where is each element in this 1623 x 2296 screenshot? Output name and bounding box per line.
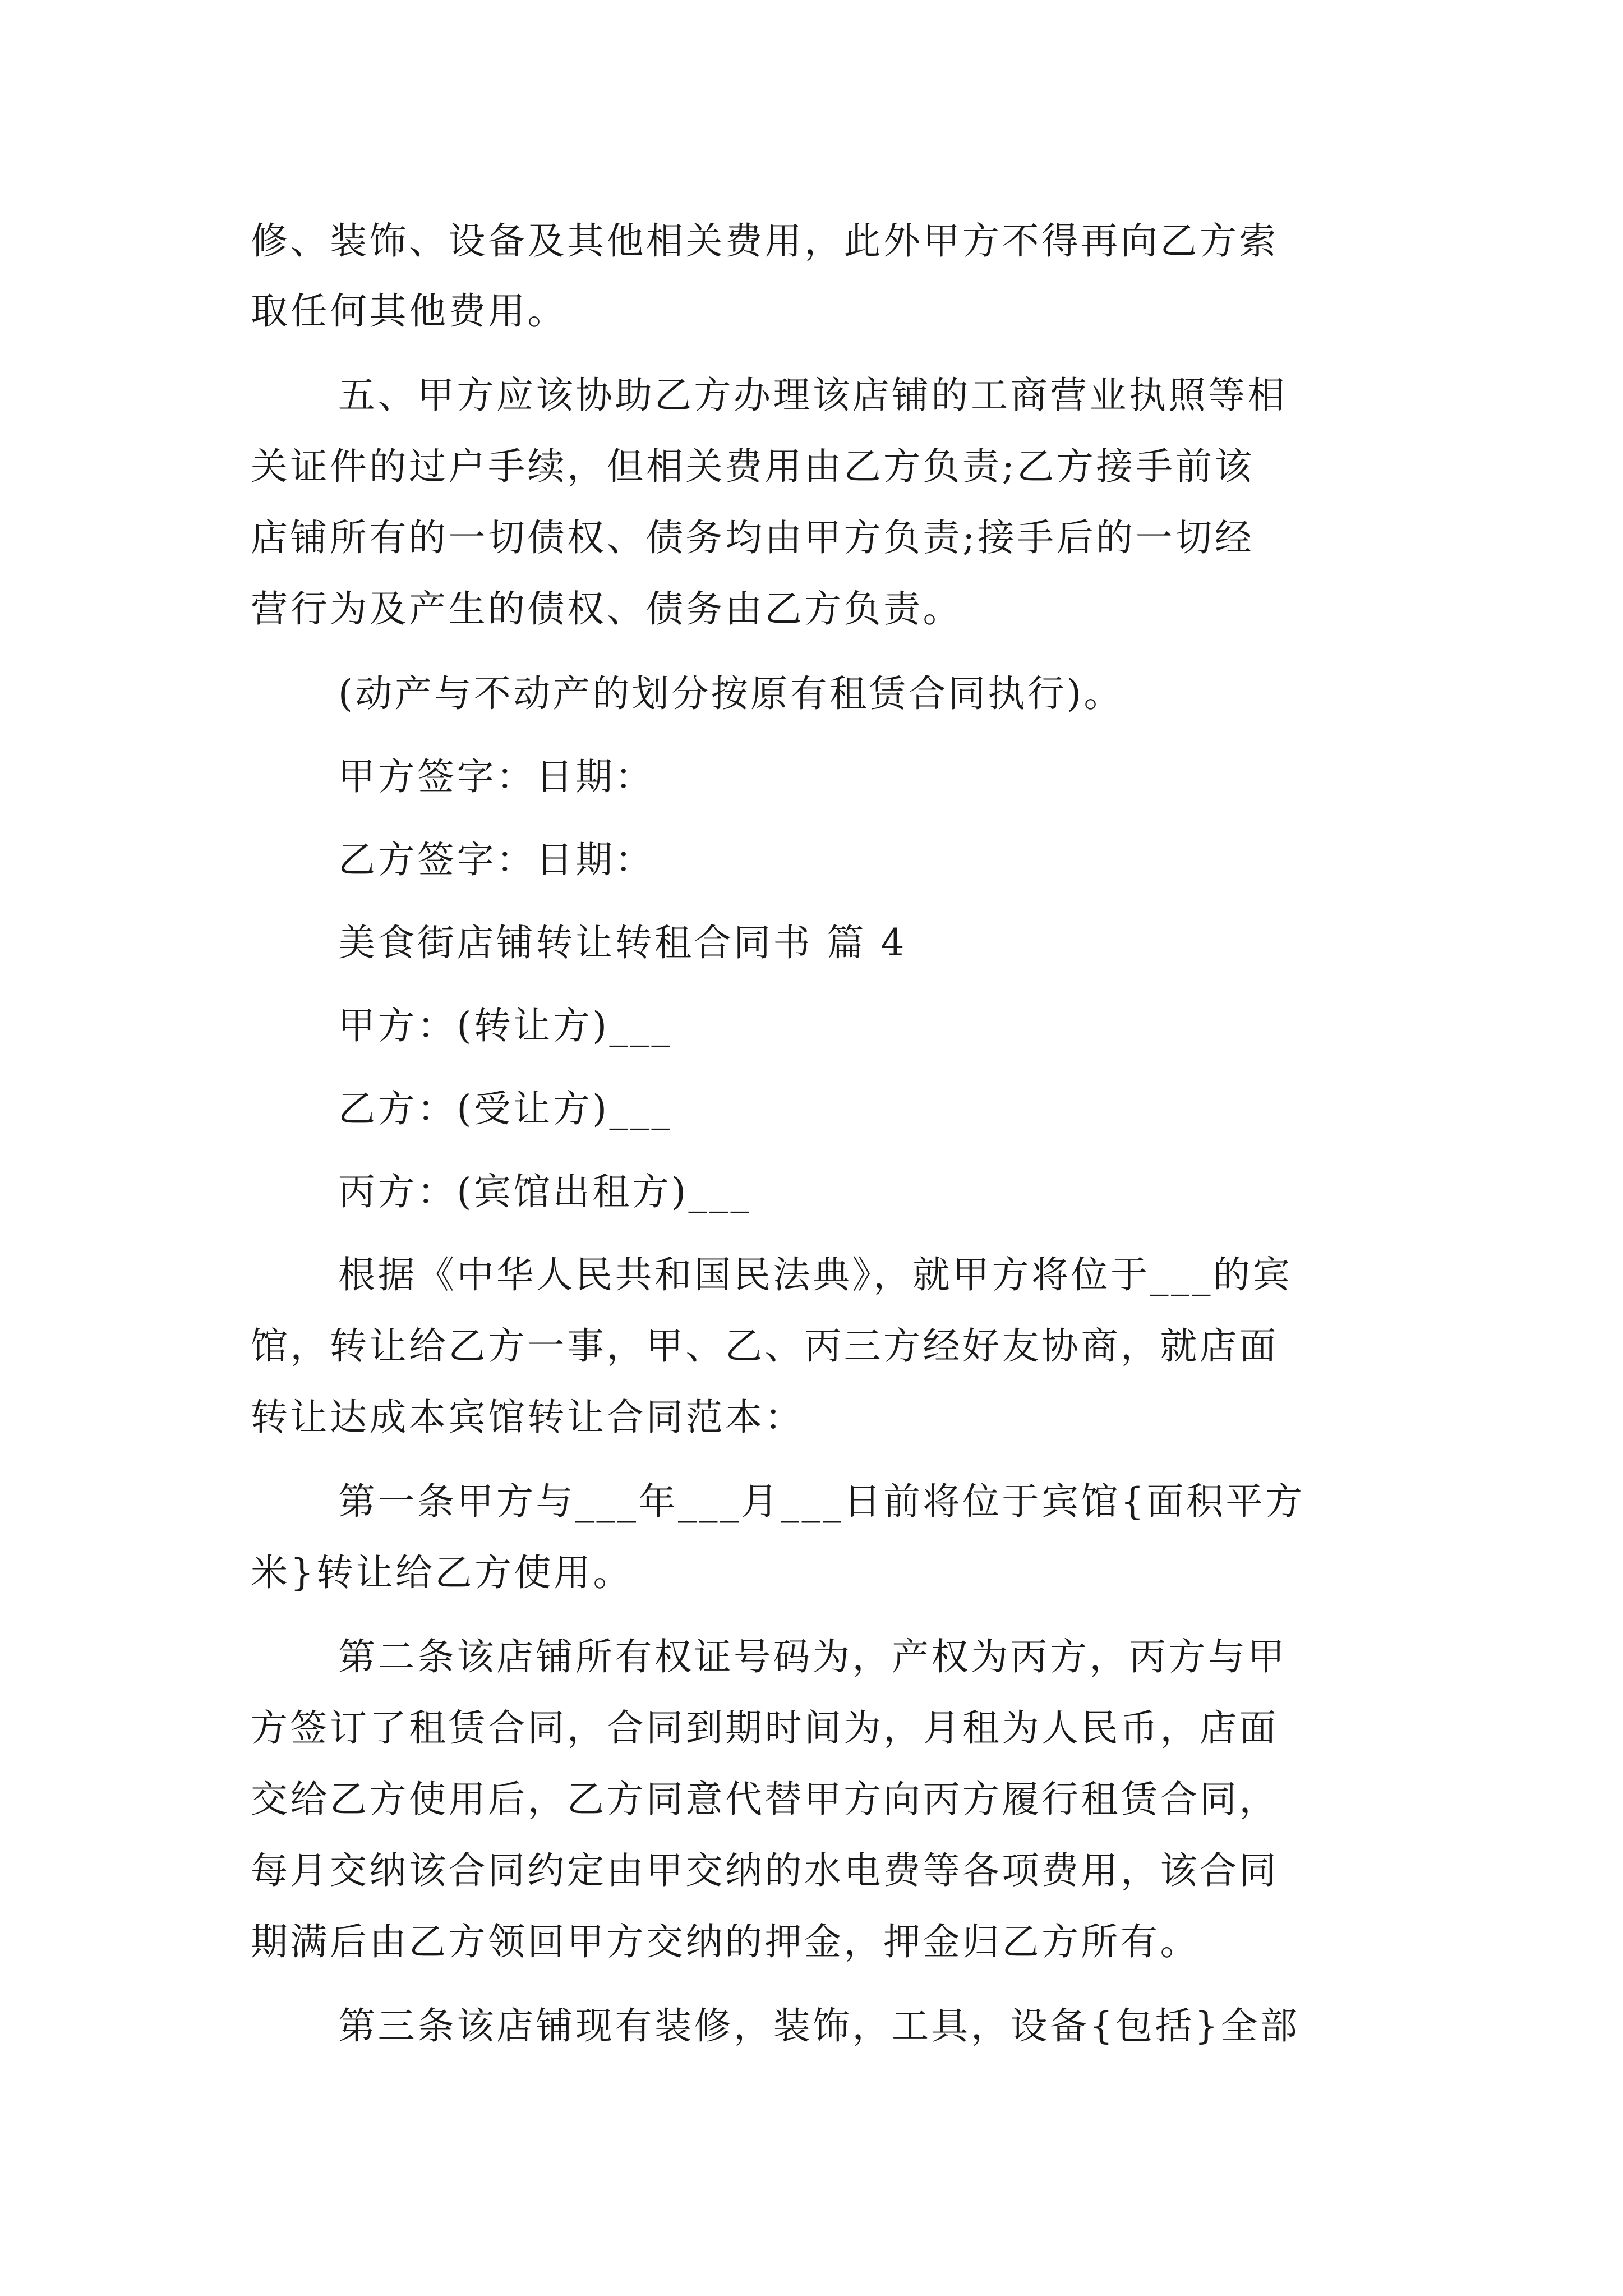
- paragraph-start: (动产与不动产的划分按原有租赁合同执行)。: [338, 672, 1123, 715]
- section-title: 美食街店铺转让转租合同书 篇 4: [338, 921, 907, 964]
- text-line: 营行为及产生的债权、债务由乙方负责。: [251, 587, 962, 631]
- signature-party-b: 乙方签字：日期：: [338, 838, 654, 881]
- text-line: 取任何其他费用。: [251, 289, 567, 333]
- article-3: 第三条该店铺现有装修，装饰，工具，设备{包括}全部: [338, 2004, 1300, 2047]
- party-a-line: 甲方：(转让方)___: [338, 1004, 672, 1047]
- signature-party-a: 甲方签字：日期：: [338, 755, 654, 798]
- paragraph-start: 根据《中华人民共和国民法典》，就甲方将位于___的宾: [338, 1253, 1292, 1296]
- text-line: 馆，转让给乙方一事，甲、乙、丙三方经好友协商，就店面: [251, 1324, 1279, 1368]
- paragraph-start: 五、甲方应该协助乙方办理该店铺的工商营业执照等相: [338, 374, 1287, 417]
- text-line: 期满后由乙方领回甲方交纳的押金，押金归乙方所有。: [251, 1920, 1200, 1963]
- text-line: 修、装饰、设备及其他相关费用，此外甲方不得再向乙方索: [251, 219, 1279, 263]
- text-line: 每月交纳该合同约定由甲交纳的水电费等各项费用，该合同: [251, 1849, 1279, 1892]
- text-line: 方签订了租赁合同，合同到期时间为，月租为人民币，店面: [251, 1706, 1279, 1750]
- text-line: 米}转让给乙方使用。: [251, 1551, 633, 1594]
- text-line: 关证件的过户手续，但相关费用由乙方负责;乙方接手前该: [251, 445, 1255, 488]
- article-1: 第一条甲方与___年___月___日前将位于宾馆{面积平方: [338, 1480, 1305, 1523]
- text-line: 交给乙方使用后，乙方同意代替甲方向丙方履行租赁合同，: [251, 1778, 1279, 1821]
- text-line: 转让达成本宾馆转让合同范本：: [251, 1396, 804, 1439]
- party-c-line: 丙方：(宾馆出租方)___: [338, 1170, 751, 1213]
- article-2: 第二条该店铺所有权证号码为，产权为丙方，丙方与甲: [338, 1635, 1287, 1678]
- text-line: 店铺所有的一切债权、债务均由甲方负责;接手后的一切经: [251, 516, 1255, 559]
- party-b-line: 乙方：(受让方)___: [338, 1087, 672, 1130]
